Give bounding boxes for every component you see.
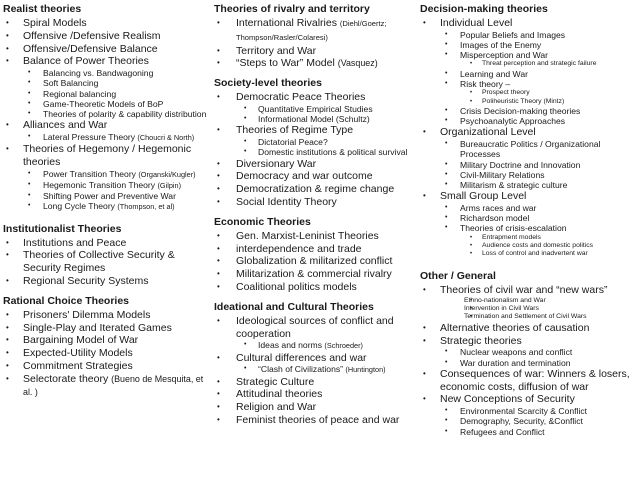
list-item: • Alliances and War: [3, 119, 208, 132]
sub-item: • War duration and termination: [420, 358, 636, 368]
column-2: [214, 3, 420, 427]
list-item: • Regional Security Systems: [3, 275, 208, 288]
sub-item: • Game-Theoretic Models of BoP: [3, 99, 208, 109]
institutionalist-heading: Institutionalist Theories: [3, 222, 122, 235]
list-item: [214, 17, 420, 45]
list-item: [3, 373, 208, 399]
sub-item: • Learning and War: [420, 69, 636, 79]
column-1: [3, 3, 208, 398]
list-item: • Territory and War: [214, 45, 420, 58]
sub-item-text: Hegemonic Transition Theory: [43, 180, 158, 190]
ideational-heading: Ideational and Cultural Theories: [214, 300, 374, 313]
list-item: • Offensive /Defensive Realism: [3, 30, 208, 43]
sub-item: • Militarism & strategic culture: [420, 180, 636, 190]
citation: (Gilpin): [157, 181, 181, 190]
list-item: • Single-Play and Iterated Games: [3, 322, 208, 335]
sub-item-text: Ideas and norms: [258, 340, 325, 351]
sub-sub-item: • Loss of control and inadvertent war: [420, 250, 636, 258]
economic-list: [214, 230, 420, 294]
citation: (Schroeder): [324, 341, 363, 351]
sub-item-text: Long Cycle Theory: [43, 201, 118, 212]
sub-sub-item: • Threat perception and strategic failure: [420, 60, 636, 68]
realist-heading: Realist theories: [3, 3, 82, 15]
citation: (Vasquez): [337, 58, 378, 69]
sub-sub-item: • Prospect theory: [420, 89, 636, 97]
institutionalist-list: [3, 237, 208, 288]
list-item: • Individual Level: [420, 17, 636, 30]
sub-item: • Military Doctrine and Innovation: [420, 160, 636, 170]
list-item: • Expected-Utility Models: [3, 347, 208, 360]
sub-item: • Popular Beliefs and Images: [420, 30, 636, 40]
sub-item: [3, 180, 208, 191]
citation: (Organski/Kugler): [138, 169, 196, 179]
list-item: • Consequences of war: Winners & losers, economic costs, diffusion of war: [420, 368, 636, 394]
decision-heading: Decision-making theories: [420, 3, 548, 15]
list-item: • Balance of Power Theories: [3, 55, 208, 68]
other-heading: Other / General: [420, 269, 496, 282]
sub-item: • Risk theory –: [420, 79, 636, 89]
list-item: • Theories of civil war and “new wars”: [420, 284, 636, 297]
list-item: • Coalitional politics models: [214, 281, 420, 294]
sub-sub-item: • Ethno-nationalism and War: [420, 297, 636, 305]
sub-item: [214, 364, 420, 375]
sub-item: • Theories of crisis-escalation: [420, 223, 636, 233]
sub-item: • Richardson model: [420, 213, 636, 223]
citation: (Diehl/Goertz; Thompson/Rasler/Colaresi): [236, 19, 387, 42]
sub-item: • Arms races and war: [420, 203, 636, 213]
sub-item: • Environmental Scarcity & Conflict: [420, 406, 636, 416]
list-item-text: Selectorate theory: [23, 372, 112, 385]
society-list: [214, 91, 420, 209]
sub-item: • Nuclear weapons and conflict: [420, 347, 636, 357]
sub-item: • Quantitative Empirical Studies: [214, 104, 420, 114]
citation: (Choucri & North): [137, 133, 195, 142]
list-item: • Theories of Collective Security & Security Regimes: [3, 249, 208, 275]
sub-sub-item: • Intervention in Civil Wars: [420, 305, 636, 313]
sub-item: • Balancing vs. Bandwagoning: [3, 68, 208, 78]
list-item: • Feminist theories of peace and war: [214, 414, 420, 427]
list-item: • Strategic Culture: [214, 376, 420, 389]
list-item: • Militarization & commercial rivalry: [214, 268, 420, 281]
list-item: • Globalization & militarized conflict: [214, 255, 420, 268]
citation: (Thompson, et al): [117, 202, 175, 212]
sub-sub-item: • Poliheuristic Theory (Mintz): [420, 98, 636, 106]
realist-list: [3, 17, 208, 213]
list-item: • Theories of Hegemony / Hegemonic theories: [3, 143, 208, 169]
sub-item: • Theories of polarity & capability distribution: [3, 109, 208, 119]
sub-item: [3, 201, 208, 212]
rational-choice-heading: Rational Choice Theories: [3, 294, 130, 307]
list-item: • New Conceptions of Security: [420, 393, 636, 406]
list-item: • Commitment Strategies: [3, 360, 208, 373]
list-item: • Strategic theories: [420, 335, 636, 348]
sub-item: • Crisis Decision-making theories: [420, 106, 636, 116]
list-item: • Prisoners' Dilemma Models: [3, 309, 208, 322]
sub-item: • Demography, Security, &Conflict: [420, 416, 636, 426]
list-item: [214, 57, 420, 70]
list-item: • Diversionary War: [214, 158, 420, 171]
list-item: • Offensive/Defensive Balance: [3, 43, 208, 56]
sub-item-text: “Clash of Civilizations”: [258, 364, 346, 375]
sub-item: • Domestic institutions & political survival: [214, 147, 420, 157]
sub-item: • Civil-Military Relations: [420, 170, 636, 180]
sub-item: [3, 191, 208, 201]
sub-item: [3, 169, 208, 180]
list-item: • Attitudinal theories: [214, 388, 420, 401]
rational-choice-list: [3, 309, 208, 399]
sub-item-text: Power Transition Theory: [43, 168, 139, 179]
sub-sub-item: • Entrapment models: [420, 234, 636, 242]
sub-sub-item: • Termination and Settlement of Civil Wars: [420, 313, 636, 321]
sub-item: • Soft Balancing: [3, 78, 208, 88]
sub-item: • Regional balancing: [3, 89, 208, 99]
sub-item: • Misperception and War: [420, 50, 636, 60]
list-item: • Alternative theories of causation: [420, 322, 636, 335]
sub-item: • Informational Model (Schultz): [214, 114, 420, 124]
list-item-text: International Rivalries: [236, 17, 340, 29]
sub-item: [214, 340, 420, 351]
list-item: • Organizational Level: [420, 126, 636, 139]
list-item: • Small Group Level: [420, 190, 636, 203]
list-item: • Gen. Marxist-Leninist Theories: [214, 230, 420, 243]
sub-item: • Bureaucratic Politics / Organizational Processes: [420, 139, 636, 159]
society-heading: Society-level theories: [214, 77, 322, 90]
sub-item: • Images of the Enemy: [420, 40, 636, 50]
citation: (Huntington): [345, 365, 386, 375]
list-item: • Theories of Regime Type: [214, 124, 420, 137]
citation: (Bueno de Mesquita, et al. ): [23, 373, 204, 397]
decision-list: [420, 17, 636, 259]
list-item: • Institutions and Peace: [3, 237, 208, 250]
rivalry-heading: Theories of rivalry and territory: [214, 3, 370, 15]
list-item: • Spiral Models: [3, 17, 208, 30]
list-item: • Bargaining Model of War: [3, 334, 208, 347]
list-item: • Democratization & regime change: [214, 183, 420, 196]
ideational-list: [214, 315, 420, 427]
sub-item: • Psychoanalytic Approaches: [420, 116, 636, 126]
list-item: • Social Identity Theory: [214, 196, 420, 209]
column-3: [420, 3, 636, 437]
economic-heading: Economic Theories: [214, 215, 311, 228]
rivalry-list: [214, 17, 420, 70]
sub-item-text: Lateral Pressure Theory: [43, 132, 136, 142]
sub-item-text: Shifting Power and Preventive War: [43, 191, 176, 202]
list-item: • Ideological sources of conflict and cooperation: [214, 315, 420, 341]
list-item: • Cultural differences and war: [214, 352, 420, 365]
sub-sub-item: • Audience costs and domestic politics: [420, 242, 636, 250]
sub-item: • Dictatorial Peace?: [214, 137, 420, 147]
list-item: • Religion and War: [214, 401, 420, 414]
list-item: • Democracy and war outcome: [214, 170, 420, 183]
list-item-text: “Steps to War” Model: [236, 57, 338, 70]
list-item: • Democratic Peace Theories: [214, 91, 420, 104]
sub-item: • Refugees and Conflict: [420, 427, 636, 437]
sub-item: [3, 132, 208, 143]
list-item: • interdependence and trade: [214, 243, 420, 256]
other-list: [420, 284, 636, 437]
